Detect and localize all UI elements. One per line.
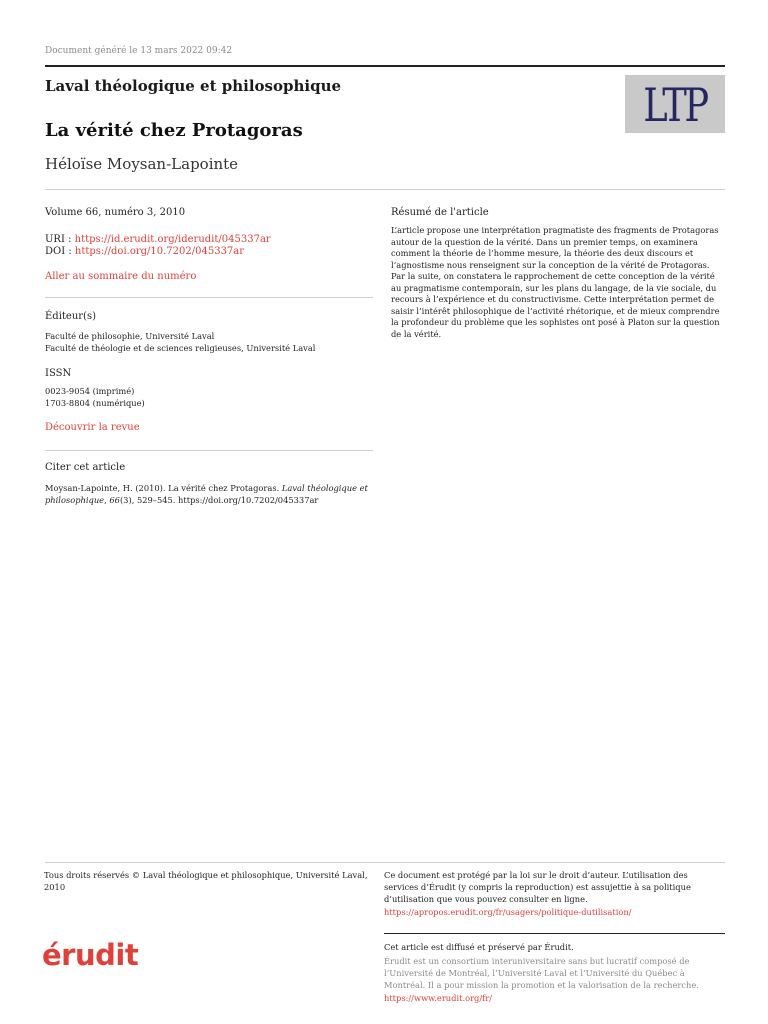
footer-divider-2 <box>384 933 725 934</box>
editeurs-list <box>45 330 373 354</box>
doi-link[interactable]: https://doi.org/10.7202/045337ar <box>74 246 245 257</box>
volume-info: Volume 66, numéro 3, 2010 <box>45 207 186 218</box>
doi-line <box>45 246 373 257</box>
issn-online: 1703-8804 (numérique) <box>45 398 145 408</box>
editeur-line-1: Faculté de philosophie, Université Laval <box>45 331 215 341</box>
issn-heading: ISSN <box>45 368 72 379</box>
erudit-site-link[interactable]: https://www.erudit.org/fr/ <box>384 993 492 1003</box>
editeurs-heading: Éditeur(s) <box>45 311 96 322</box>
footer-divider <box>45 862 725 863</box>
issn-list <box>45 385 373 409</box>
erudit-logo: érudit <box>42 938 139 972</box>
footer-rights: Tous droits réservés © Laval théologique et philosophique, Université Laval, 2010 <box>44 870 368 892</box>
article-title: La vérité chez Protagoras <box>45 120 303 141</box>
journal-title: Laval théologique et philosophique <box>45 77 342 95</box>
diffuse-text: Cet article est diffusé et préservé par Érudit. <box>384 942 574 952</box>
protection-text: Ce document est protégé par la loi sur le droit d’auteur. L’utilisation des services d’Érudit (y compris la reproduction) est assujettie à sa politique d’utilisation que vous pouvez consulter en ligne. <box>384 870 691 904</box>
uri-link[interactable]: https://id.erudit.org/iderudit/045337ar <box>74 234 271 245</box>
journal-logo <box>625 75 725 133</box>
uri-label: URI : <box>45 234 75 245</box>
footer-protection <box>384 869 724 918</box>
left-divider-2 <box>45 450 373 451</box>
doi-label: DOI : <box>45 246 75 257</box>
consortium-text: Érudit est un consortium interuniversitaire sans but lucratif composé de l’Université de Montréal, l’Université Laval et l’Université du Québec à Montréal. Il a pour mission la promotion et la valorisation de la recherche. <box>384 956 699 990</box>
article-author: Héloïse Moysan-Lapointe <box>45 155 239 173</box>
citation-start: Moysan-Lapointe, H. (2010). La vérité chez Protagoras. <box>45 483 282 493</box>
citation-journal: Laval théologique et philosophique <box>45 483 368 505</box>
resume-text: L’article propose une interprétation pragmatiste des fragments de Protagoras autour de la question de la vérité. Dans un premier temps, on examinera comment la théorie de l’homme mesure, la théorie des deux discours et l’agnostisme nous renseignent sur la conception de la vérité de Protagoras. Par la suite, on constatera le rapprochement de cette conception de la vérité au pragmatisme contemporain, sur les plans du langage, de la vie sociale, du recours à l’expérience et du constructivisme. Cette interprétation permet de saisir l’intérêt philosophique de l’activité rhétorique, et de mieux comprendre la profondeur du problème que les sophistes ont posé à Platon sur la question de la vérité. <box>391 225 720 339</box>
resume-heading: Résumé de l'article <box>391 207 489 218</box>
citation-text <box>45 482 370 506</box>
citation-end: (3), 529–545. https://doi.org/10.7202/045337ar <box>119 495 319 505</box>
citation-sep: , <box>104 495 110 505</box>
citer-heading: Citer cet article <box>45 462 126 473</box>
editeur-line-2: Faculté de théologie et de sciences religieuses, Université Laval <box>45 343 316 353</box>
sommaire-link[interactable]: Aller au sommaire du numéro <box>45 271 197 282</box>
top-rule <box>45 65 725 67</box>
generated-date: Document généré le 13 mars 2022 09:42 <box>45 46 233 56</box>
issn-print: 0023-9054 (imprimé) <box>45 386 135 396</box>
left-divider-1 <box>45 297 373 298</box>
header-divider <box>45 189 725 190</box>
decouvrir-link[interactable]: Découvrir la revue <box>45 422 140 433</box>
footer-erudit-info <box>384 941 724 1004</box>
policy-link[interactable]: https://apropos.erudit.org/fr/usagers/politique-dutilisation/ <box>384 907 632 917</box>
citation-volume: 66 <box>109 495 120 505</box>
journal-logo-text: LTP <box>643 78 707 132</box>
uri-line <box>45 234 373 245</box>
